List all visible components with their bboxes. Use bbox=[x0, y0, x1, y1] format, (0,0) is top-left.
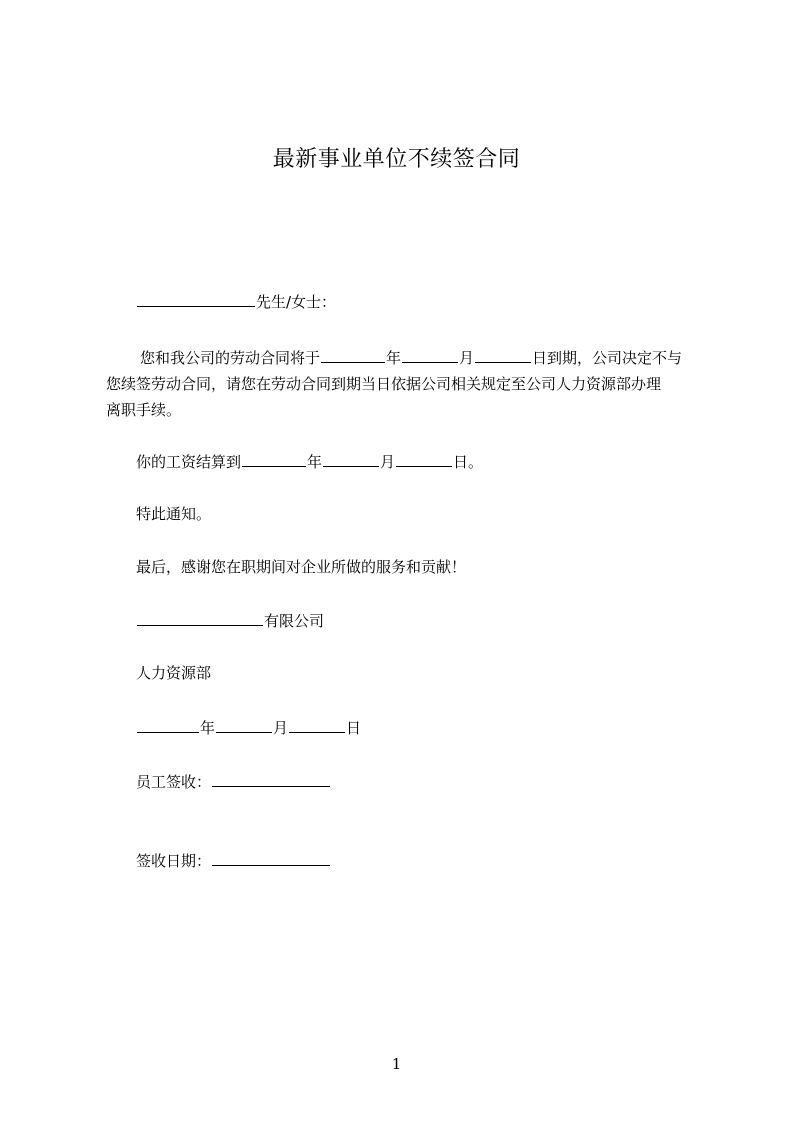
company-line bbox=[136, 611, 324, 630]
expiry-day-blank bbox=[475, 348, 531, 363]
issue-date-line bbox=[136, 718, 361, 737]
sign-date-line bbox=[136, 851, 331, 870]
company-name-blank bbox=[137, 611, 263, 626]
paragraph-row-1 bbox=[106, 345, 706, 371]
thanks-line: 最后，感谢您在职期间对企业所做的服务和贡献！ bbox=[136, 558, 467, 576]
paragraph-text-a: 您和我公司的劳动合同将于 bbox=[140, 349, 321, 367]
company-suffix: 有限公司 bbox=[264, 612, 325, 630]
sign-date-blank bbox=[212, 851, 330, 866]
document-title: 最新事业单位不续签合同 bbox=[272, 147, 521, 172]
issue-month-label: 月 bbox=[273, 719, 289, 737]
paragraph-row-2: 您续签劳动合同，请您在劳动合同到期当日依据公司相关规定至公司人力资源部办理 bbox=[106, 375, 662, 393]
employee-sign-line bbox=[136, 772, 331, 791]
name-blank bbox=[137, 292, 255, 307]
page-number: 1 bbox=[391, 1055, 402, 1073]
employee-sign-label: 员工签收： bbox=[136, 773, 212, 791]
salutation-line bbox=[136, 292, 336, 311]
notice-paragraph bbox=[106, 345, 706, 423]
salary-month-blank bbox=[323, 452, 379, 467]
notice-line: 特此通知。 bbox=[136, 505, 212, 523]
department-line: 人力资源部 bbox=[136, 664, 212, 682]
paragraph-text-b: 日到期，公司决定不与 bbox=[532, 349, 683, 367]
expiry-month-blank bbox=[402, 348, 458, 363]
issue-year-blank bbox=[137, 718, 199, 733]
issue-year-label: 年 bbox=[200, 719, 216, 737]
issue-day-blank bbox=[289, 718, 345, 733]
salutation-suffix: 先生/女士： bbox=[256, 293, 337, 311]
sign-date-label: 签收日期： bbox=[136, 852, 212, 870]
salary-year-blank bbox=[242, 452, 306, 467]
salary-month-label: 月 bbox=[380, 453, 396, 471]
salary-line bbox=[136, 452, 483, 471]
salary-day-label: 日。 bbox=[453, 453, 484, 471]
year-label: 年 bbox=[386, 349, 402, 367]
salary-day-blank bbox=[396, 452, 452, 467]
expiry-year-blank bbox=[321, 348, 385, 363]
paragraph-row-3: 离职手续。 bbox=[106, 401, 182, 419]
issue-month-blank bbox=[216, 718, 272, 733]
month-label: 月 bbox=[459, 349, 475, 367]
employee-sign-blank bbox=[212, 772, 330, 787]
issue-day-label: 日 bbox=[346, 719, 362, 737]
salary-prefix: 你的工资结算到 bbox=[136, 453, 242, 471]
salary-year-label: 年 bbox=[307, 453, 323, 471]
